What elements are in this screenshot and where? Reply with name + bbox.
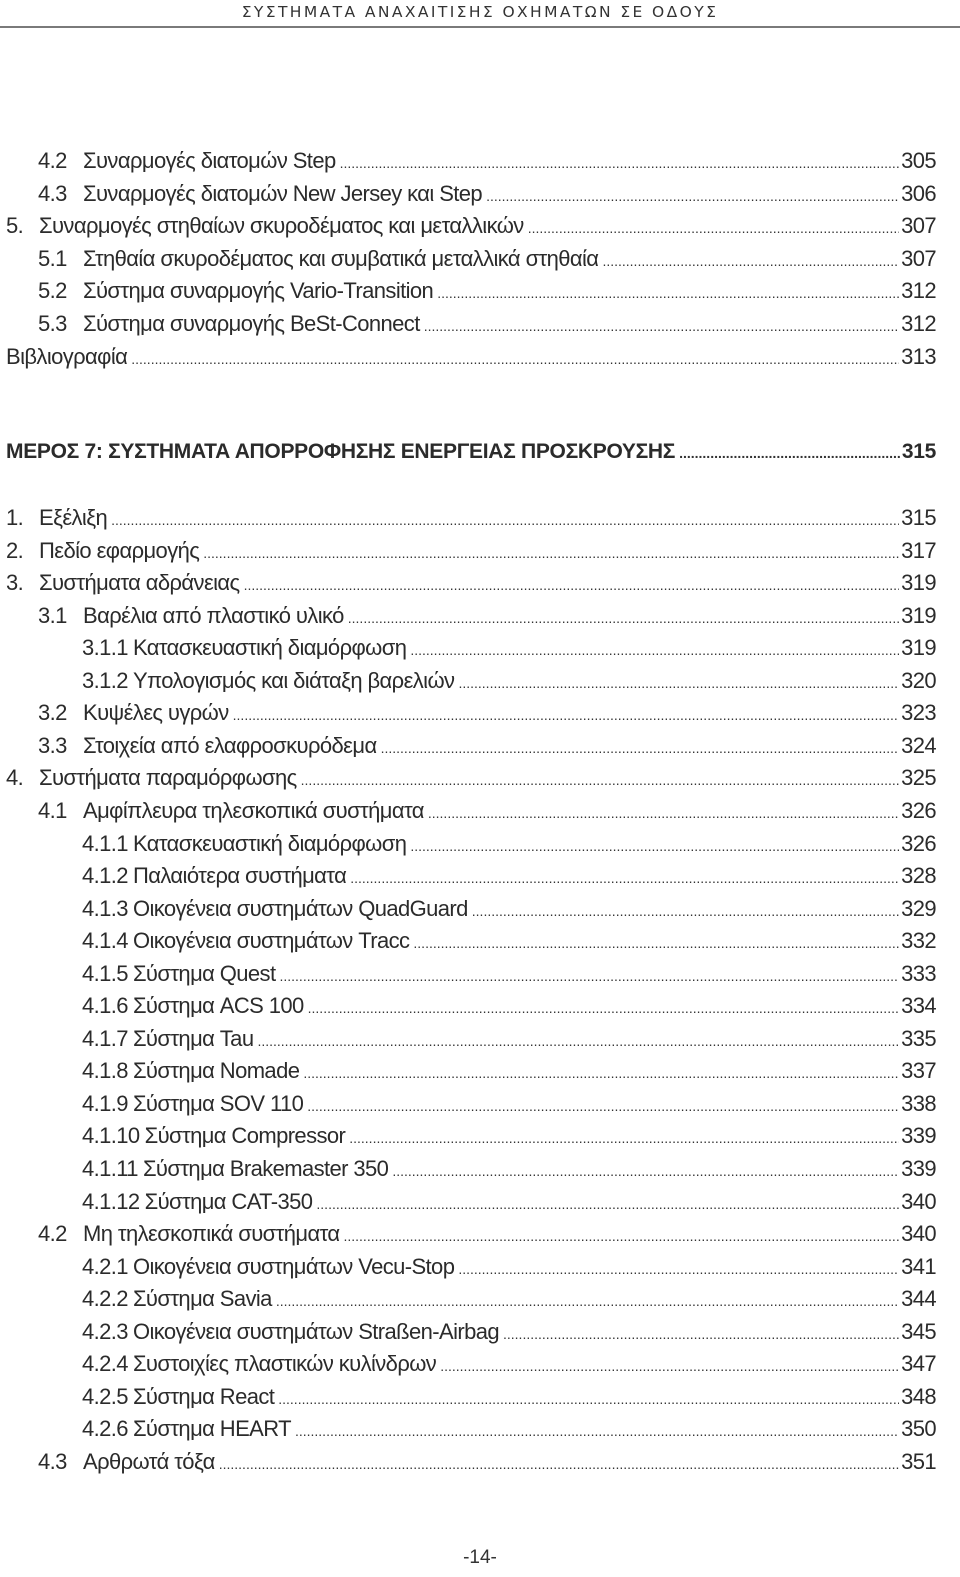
entry-number: 3.3	[38, 732, 67, 758]
entry-number: 4.1	[38, 797, 67, 823]
entry-number: 3.1.1	[82, 635, 128, 661]
dot-leader	[392, 1155, 899, 1187]
entry-number: 4.1.7	[82, 1025, 128, 1051]
entry-page-number: 339	[901, 1123, 936, 1149]
dot-leader	[278, 1383, 899, 1415]
dot-leader	[503, 1318, 899, 1350]
entry-number: 4.2	[38, 148, 67, 173]
entry-title: Στηθαία σκυροδέματος και συμβατικά μεταλλικά στηθαία	[83, 245, 599, 271]
toc-entry[interactable]	[82, 893, 936, 925]
entry-title: Συναρμογές διατομών Step	[83, 148, 336, 173]
entry-page-number: 351	[901, 1448, 936, 1474]
entry-number: 4.2.1	[82, 1253, 128, 1279]
entry-page-number: 347	[901, 1351, 936, 1377]
entry-title: Αμφίπλευρα τηλεσκοπικά συστήματα	[83, 797, 424, 823]
entry-page-number: 339	[901, 1156, 936, 1181]
entry-title: Σύστημα CAT-350	[144, 1188, 313, 1214]
entry-number: 4.1.6	[82, 993, 128, 1019]
entry-page-number: 340	[901, 1188, 936, 1214]
entry-page-number: 326	[901, 797, 936, 823]
entry-title: Σύστημα Quest	[132, 960, 276, 986]
entry-title: Σύστημα συναρμογής Vario-Transition	[83, 278, 434, 304]
entry-title: Συστοιχίες πλαστικών κυλίνδρων	[132, 1351, 437, 1377]
entry-title: Παλαιότερα συστήματα	[132, 863, 347, 889]
entry-number: 1.	[6, 505, 24, 530]
entry-number: 3.1.2	[82, 667, 128, 693]
entry-number: 4.1.2	[82, 863, 128, 889]
entry-page-number: 341	[901, 1253, 936, 1279]
toc-entry[interactable]	[82, 1251, 936, 1283]
toc-entry[interactable]	[6, 502, 936, 534]
toc-entry[interactable]	[6, 535, 936, 567]
entry-page-number: 350	[901, 1416, 936, 1442]
toc-entry[interactable]	[6, 762, 936, 794]
entry-title: Κυψέλες υγρών	[83, 700, 229, 726]
toc-entry[interactable]	[38, 730, 936, 762]
entry-page-number: 317	[901, 537, 936, 563]
dot-leader	[308, 992, 899, 1024]
entry-title: Σύστημα ACS 100	[132, 993, 304, 1019]
entry-number: 4.1.10	[82, 1123, 140, 1149]
entry-title: Σύστημα Savia	[132, 1286, 272, 1312]
toc-entry[interactable]	[82, 1283, 936, 1315]
entry-page-number: 312	[901, 278, 936, 304]
entry-page-number: 307	[901, 245, 936, 271]
entry-page-number: 334	[901, 993, 936, 1019]
dot-leader	[349, 1122, 899, 1154]
dot-leader	[131, 343, 899, 375]
entry-page-number: 306	[901, 180, 936, 206]
dot-leader	[602, 245, 899, 277]
page-number: -14-	[463, 1547, 497, 1568]
toc-entry[interactable]	[82, 990, 936, 1022]
toc-entry[interactable]	[6, 341, 936, 373]
dot-leader	[276, 1285, 899, 1317]
dot-leader	[111, 504, 899, 536]
dot-leader	[343, 1220, 899, 1252]
toc-entry[interactable]	[82, 1023, 936, 1055]
toc-entry[interactable]	[38, 308, 936, 340]
toc-entry[interactable]	[6, 567, 936, 599]
dot-leader	[303, 1057, 899, 1089]
entry-title: Στοιχεία από ελαφροσκυρόδεμα	[83, 732, 377, 758]
dot-leader	[472, 895, 899, 927]
entry-number: 5.1	[38, 245, 67, 271]
dot-leader	[440, 1350, 899, 1382]
entry-title: Σύστημα SOV 110	[132, 1090, 304, 1116]
entry-number: 4.1.11	[82, 1156, 138, 1181]
toc-entry[interactable]	[38, 275, 936, 307]
entry-number: 5.2	[38, 278, 67, 304]
entry-number: 4.	[6, 765, 24, 791]
entry-number: 4.1.1	[82, 830, 128, 856]
entry-number: 4.1.9	[82, 1090, 128, 1116]
dot-leader	[410, 830, 899, 862]
entry-title: Βιβλιογραφία	[6, 343, 128, 369]
entry-page-number: 329	[901, 895, 936, 921]
entry-title: Αρθρωτά τόξα	[83, 1448, 215, 1474]
dot-leader	[413, 927, 899, 959]
toc-entry[interactable]	[82, 828, 936, 860]
entry-title: Σύστημα Nomade	[132, 1058, 300, 1084]
toc-entry[interactable]	[82, 925, 936, 957]
entry-page-number: 312	[901, 311, 936, 336]
dot-leader	[219, 1448, 899, 1480]
entry-number: 4.2.5	[82, 1383, 128, 1409]
entry-page-number: 307	[901, 213, 936, 239]
toc-entry[interactable]	[38, 145, 936, 177]
toc-entry[interactable]	[82, 632, 936, 664]
entry-page-number: 319	[901, 635, 936, 661]
dot-leader	[410, 634, 899, 666]
toc-entry[interactable]	[82, 665, 936, 697]
entry-page-number: 344	[901, 1286, 936, 1312]
toc-entry[interactable]	[82, 1316, 936, 1348]
entry-page-number: 319	[901, 570, 936, 596]
entry-number: 4.2.4	[82, 1351, 128, 1377]
entry-page-number: 305	[901, 148, 936, 173]
entry-title: Σύστημα Compressor	[144, 1123, 346, 1149]
dot-leader	[301, 764, 899, 796]
entry-page-number: 315	[901, 440, 936, 463]
entry-number: 4.3	[38, 1448, 67, 1474]
entry-page-number: 332	[901, 928, 936, 954]
toc-entry[interactable]	[82, 958, 936, 990]
entry-page-number: 335	[901, 1025, 936, 1051]
dot-leader	[348, 602, 899, 634]
toc-entry[interactable]	[82, 1088, 936, 1120]
dot-leader	[316, 1188, 899, 1220]
toc-entry[interactable]	[82, 1186, 936, 1218]
entry-title: Συστήματα αδράνειας	[39, 570, 240, 596]
dot-leader	[458, 1253, 899, 1285]
entry-title: Βαρέλια από πλαστικό υλικό	[83, 602, 344, 628]
dot-leader	[340, 147, 900, 179]
entry-title: Οικογένεια συστημάτων Straßen-Airbag	[132, 1318, 499, 1344]
entry-page-number: 313	[901, 343, 936, 369]
dot-leader	[350, 862, 899, 894]
entry-title: Συναρμογές στηθαίων σκυροδέματος και μεταλλικών	[39, 213, 524, 239]
entry-number: 5.	[6, 213, 24, 239]
entry-page-number: 326	[901, 830, 936, 856]
entry-title: Κατασκευαστική διαμόρφωση	[132, 635, 407, 661]
toc-entry[interactable]	[82, 1153, 936, 1185]
dot-leader	[307, 1090, 899, 1122]
entry-page-number: 337	[901, 1058, 936, 1084]
entry-page-number: 333	[901, 960, 936, 986]
toc-entry[interactable]	[38, 1446, 936, 1478]
entry-title: Πεδίο εφαρμογής	[39, 537, 200, 563]
dot-leader	[486, 180, 899, 212]
entry-title: Οικογένεια συστημάτων Tracc	[132, 928, 410, 954]
part-heading[interactable]	[6, 436, 936, 468]
dot-leader	[295, 1415, 899, 1447]
entry-page-number: 345	[901, 1318, 936, 1344]
entry-number: 3.2	[38, 700, 67, 726]
dot-leader	[233, 699, 899, 731]
entry-number: 4.1.12	[82, 1188, 140, 1214]
entry-number: 4.1.4	[82, 928, 128, 954]
entry-number: 4.1.8	[82, 1058, 128, 1084]
dot-leader	[428, 797, 899, 829]
entry-page-number: 340	[901, 1221, 936, 1247]
entry-title: Σύστημα Tau	[132, 1025, 254, 1051]
entry-title: Σύστημα Brakemaster 350	[142, 1156, 389, 1181]
entry-page-number: 324	[901, 732, 936, 758]
entry-page-number: 328	[901, 863, 936, 889]
dot-leader	[203, 537, 899, 569]
entry-title: Υπολογισμός και διάταξη βαρελιών	[132, 667, 455, 693]
dot-leader	[244, 569, 900, 601]
toc-entry[interactable]	[6, 210, 936, 242]
entry-title: Εξέλιξη	[39, 505, 108, 530]
entry-number: 3.	[6, 570, 24, 596]
entry-title: Οικογένεια συστημάτων QuadGuard	[132, 895, 468, 921]
entry-title: Σύστημα React	[132, 1383, 275, 1409]
toc-entry[interactable]	[82, 860, 936, 892]
toc-entry[interactable]	[38, 600, 936, 632]
entry-title: Κατασκευαστική διαμόρφωση	[132, 830, 407, 856]
entry-title: Συστήματα παραμόρφωσης	[39, 765, 297, 791]
toc-entry[interactable]	[38, 178, 936, 210]
entry-page-number: 320	[901, 667, 936, 693]
toc-entry[interactable]	[38, 697, 936, 729]
entry-page-number: 348	[901, 1383, 936, 1409]
entry-number: 4.1.5	[82, 960, 128, 986]
toc-entry[interactable]	[82, 1055, 936, 1087]
dot-leader	[257, 1025, 899, 1057]
entry-number: 4.2.6	[82, 1416, 128, 1442]
entry-number: 4.3	[38, 180, 67, 206]
entry-title: Μη τηλεσκοπικά συστήματα	[83, 1221, 340, 1247]
dot-leader	[528, 212, 899, 244]
entry-title: ΜΕΡΟΣ 7: ΣΥΣΤΗΜΑΤΑ ΑΠΟΡΡΟΦΗΣΗΣ ΕΝΕΡΓΕΙΑΣ ΠΡΟΣΚΡΟΥΣΗΣ	[6, 440, 676, 463]
toc-entry[interactable]	[82, 1348, 936, 1380]
entry-title: Σύστημα συναρμογής BeSt-Connect	[83, 311, 420, 336]
entry-number: 2.	[6, 537, 24, 563]
entry-page-number: 315	[901, 505, 936, 530]
dot-leader	[424, 310, 899, 342]
entry-number: 3.1	[38, 602, 67, 628]
entry-number: 4.2.2	[82, 1286, 128, 1312]
entry-title: Σύστημα HEART	[132, 1416, 291, 1442]
toc-entry[interactable]	[38, 243, 936, 275]
entry-page-number: 325	[901, 765, 936, 791]
dot-leader	[381, 732, 900, 764]
entry-number: 5.3	[38, 311, 67, 336]
entry-number: 4.2	[38, 1221, 67, 1247]
toc-entry[interactable]	[82, 1120, 936, 1152]
header-divider	[0, 26, 960, 28]
entry-page-number: 323	[901, 700, 936, 726]
dot-leader	[458, 667, 899, 699]
entry-number: 4.1.3	[82, 895, 128, 921]
running-header: ΣΥΣΤΗΜΑΤΑ ΑΝΑΧΑΙΤΙΣΗΣ ΟΧΗΜΑΤΩΝ ΣΕ ΟΔΟΥΣ	[241, 3, 719, 21]
entry-page-number: 338	[901, 1090, 936, 1116]
dot-leader	[279, 960, 899, 992]
toc-entry[interactable]	[82, 1413, 936, 1445]
dot-leader	[679, 437, 900, 469]
dot-leader	[437, 277, 899, 309]
toc-entry[interactable]	[38, 795, 936, 827]
toc-entry[interactable]	[38, 1218, 936, 1250]
entry-title: Οικογένεια συστημάτων Vecu-Stop	[132, 1253, 455, 1279]
entry-number: 4.2.3	[82, 1318, 128, 1344]
toc-entry[interactable]	[82, 1381, 936, 1413]
entry-page-number: 319	[901, 602, 936, 628]
entry-title: Συναρμογές διατομών New Jersey και Step	[83, 180, 483, 206]
